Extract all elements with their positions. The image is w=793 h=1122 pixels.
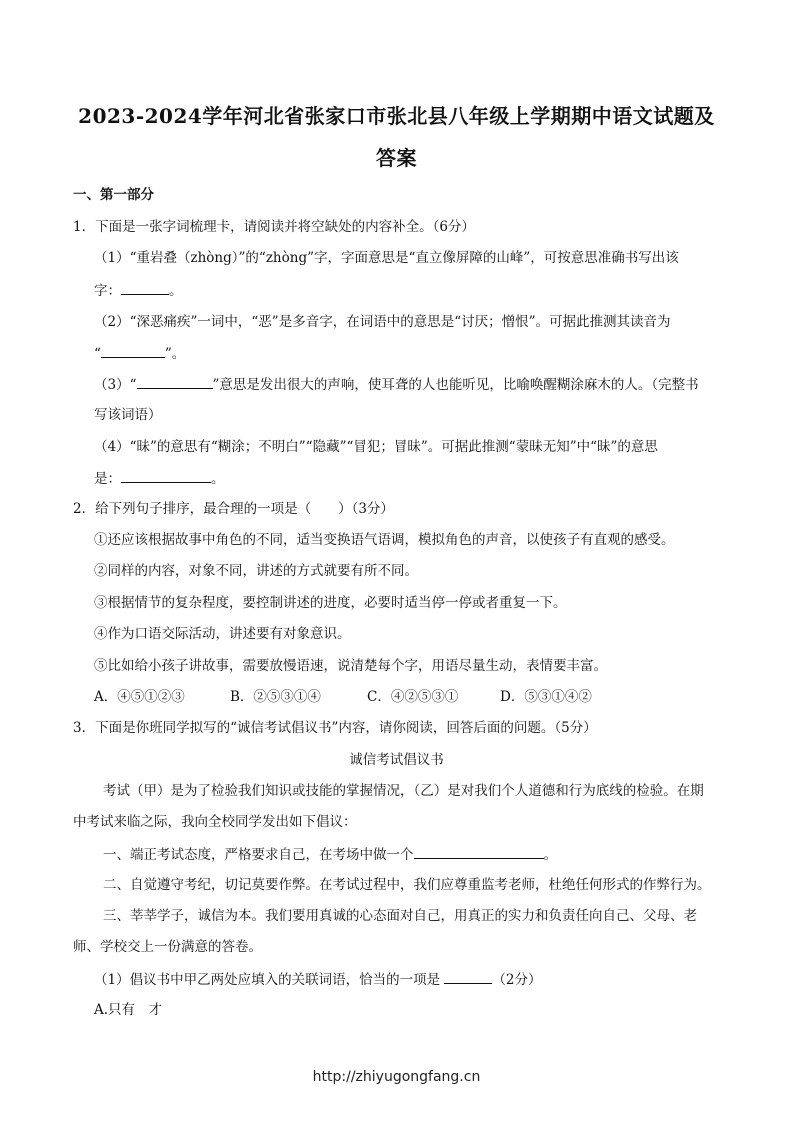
q3-sub1-text: （1）倡议书中甲乙两处应填入的关联词语，恰当的一项是 [94, 972, 441, 988]
q1-sub1-label: 字： [94, 283, 121, 299]
q1-sub4-line2 [94, 468, 225, 489]
proposal-para-4-line1: 三、莘莘学子，诚信为本。我们要用真诚的心态面对自己，用真正的实力和负责任向自己、父母、老 [103, 908, 697, 924]
q2-sentence-5: ⑤比如给小孩子讲故事，需要放慢语速，说清楚每个字，用语尽量生动，表情要丰富。 [94, 658, 607, 674]
q1-sub2-end: ”。 [164, 346, 186, 362]
answer-blank[interactable] [137, 374, 213, 389]
q3-sub1-points: （2分） [492, 972, 542, 988]
q2-sentence-3: ③根据情节的复杂程度，要控制讲述的进度，必要时适当停一停或者重复一下。 [94, 595, 567, 611]
q2-sentence-2: ②同样的内容，对象不同，讲述的方式就要有所不同。 [94, 563, 418, 579]
page-title [60, 95, 733, 179]
proposal-para-2-end: 。 [543, 847, 557, 863]
proposal-para-2 [103, 844, 557, 865]
q1-stem: 1．下面是一张字词梳理卡，请阅读并将空缺处的内容补全。（6分） [73, 219, 475, 235]
q1-sub4-end: 。 [211, 471, 225, 487]
q1-sub2-open-quote: “ [94, 346, 101, 362]
q1-sub4-line1: （4）“昧”的意思有“糊涂；不明白”“隐藏”“冒犯；冒昧”。可据此推测“蒙昧无知”中“昧”的意思 [94, 439, 658, 455]
proposal-para-2-text: 一、端正考试态度，严格要求自己，在考场中做一个 [103, 847, 414, 863]
q3-subquestion-1 [94, 969, 541, 990]
q2-option-d[interactable]: D．⑤③①④② [500, 689, 592, 705]
section-heading: 一、第一部分 [73, 187, 154, 203]
answer-blank[interactable] [444, 969, 492, 984]
q1-sub3-pre: （3）“ [94, 377, 137, 393]
q1-sub3-line2: 写该词语） [94, 407, 162, 423]
q2-option-a[interactable]: A．④⑤①②③ [94, 689, 185, 705]
proposal-title: 诚信考试倡议书 [349, 752, 444, 768]
q2-sentence-4: ④作为口语交际活动，讲述要有对象意识。 [94, 626, 351, 642]
proposal-para-1-line1: 考试（甲）是为了检验我们知识或技能的掌握情况，（乙）是对我们个人道德和行为底线的检验。在期 [103, 783, 704, 799]
q1-sub3-post: ”意思是发出很大的声响，使耳聋的人也能听见，比喻唤醒糊涂麻木的人。（完整书 [212, 377, 699, 393]
q1-sub4-label: 是： [94, 471, 121, 487]
q2-stem: 2．给下列句子排序，最合理的一项是（ ）（3分） [73, 501, 394, 517]
proposal-para-1-line2: 中考试来临之际，我向全校同学发出如下倡议： [73, 814, 357, 830]
answer-blank[interactable] [101, 343, 165, 358]
answer-blank[interactable] [414, 844, 544, 859]
proposal-para-3: 二、自觉遵守考纪，切记莫要作弊。在考试过程中，我们应尊重监考老师，杜绝任何形式的作弊行为。 [103, 877, 711, 893]
answer-blank[interactable] [121, 468, 211, 483]
q1-sub1-line1: （1）“重岩叠（zhòng）”的“zhòng”字，字面意思是“直立像屏障的山峰”，可按意思准确书写出该 [94, 250, 679, 266]
footer-url[interactable]: http://zhiyugongfang.cn [312, 1069, 481, 1085]
proposal-para-4-line2: 师、学校交上一份满意的答卷。 [73, 939, 262, 955]
q2-option-c[interactable]: C．④②⑤③① [367, 689, 459, 705]
q1-sub1-end: 。 [169, 283, 183, 299]
q1-sub3-line1 [94, 374, 699, 395]
q2-option-b[interactable]: B．②⑤③①④ [230, 689, 321, 705]
q3-stem: 3．下面是你班同学拟写的“诚信考试倡议书”内容，请你阅读，回答后面的问题。（5分） [73, 720, 597, 736]
q2-sentence-1: ①还应该根据故事中角色的不同，适当变换语气语调，模拟角色的声音，以使孩子有直观的感受。 [94, 532, 675, 548]
answer-blank[interactable] [121, 280, 169, 295]
title-line-1: 2023-2024学年河北省张家口市张北县八年级上学期期中语文试题及 [78, 104, 715, 128]
q1-sub2-line2 [94, 343, 185, 364]
q2-options [94, 687, 592, 707]
title-line-2: 答案 [376, 146, 417, 170]
q1-sub1-line2 [94, 280, 183, 301]
q1-sub2-line1: （2）“深恶痛疾”一词中，“恶”是多音字，在词语中的意思是“讨厌；憎恨”。可据此推测其读音为 [94, 314, 671, 330]
q3-option-a[interactable]: A.只有 才 [94, 1002, 163, 1018]
